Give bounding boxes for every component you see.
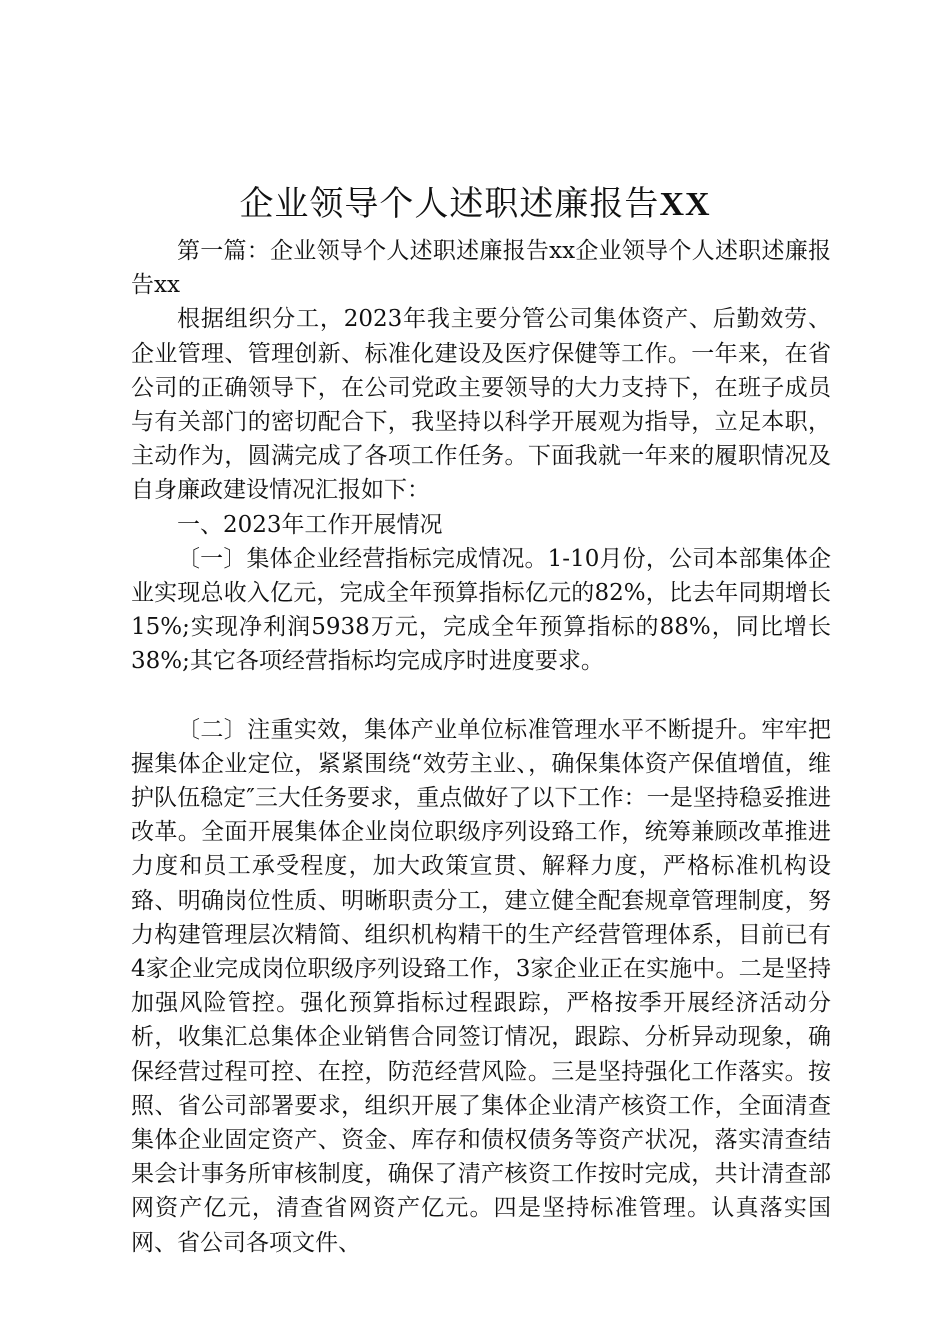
document-title-suffix: XX — [659, 186, 711, 223]
paragraph-overview: 根据组织分工，2023年我主要分管公司集体资产、后勤效劳、企业管理、管理创新、标准化建设及医疗保健等工作。一年来，在省公司的正确领导下，在公司党政主要领导的大力支持下，在班子成员与有关部门的密切配合下，我坚持以科学开展观为指导，立足本职，主动作为，圆满完成了各项工作任务。下面我就一年来的履职情况及自身廉政建设情况汇报如下： — [131, 306, 831, 504]
document-title-text: 企业领导个人述职述廉报告 — [239, 184, 660, 224]
document-body — [131, 234, 831, 1260]
paragraph-management: 〔二〕注重实效，集体产业单位标准管理水平不断提升。牢牢把握集体企业定位，紧紧围绕“效劳主业、，确保集体资产保值增值，维护队伍稳定″三大任务要求，重点做好了以下工作：一是坚持稳妥推进改革。全面开展集体企业岗位职级序列设臵工作，统筹兼顾改革推进力度和员工承受程度，加大政策宣贯、解释力度，严格标准机构设臵、明确岗位性质、明晰职责分工，建立健全配套规章管理制度，努力构建管理层次精简、组织机构精干的生产经营管理体系，目前已有4家企业完成岗位职级序列设臵工作，3家企业正在实施中。二是坚持加强风险管控。强化预算指标过程跟踪，严格按季开展经济活动分析，收集汇总集体企业销售合同签订情况，跟踪、分析异动现象，确保经营过程可控、在控，防范经营风险。三是坚持强化工作落实。按照、省公司部署要求，组织开展了集体企业清产核资工作，全面清查集体企业固定资产、资金、库存和债权债务等资产状况，落实清查结果会计事务所审核制度，确保了清产核资工作按时完成，共计清查部网资产亿元，清查省网资产亿元。四是坚持标准管理。认真落实国网、省公司各项文件、 — [131, 716, 831, 1256]
section-heading: 一、2023年工作开展情况 — [177, 511, 443, 538]
paragraph-indicators: 〔一〕集体企业经营指标完成情况。1-10月份，公司本部集体企业实现总收入亿元，完成全年预算指标亿元的82%，比去年同期增长15%;实现净利润5938万元，完成全年预算指标的88%，同比增长38%;其它各项经营指标均完成序时进度要求。 — [131, 545, 831, 675]
document-title — [0, 182, 950, 227]
paragraph-heading-intro: 第一篇：企业领导个人述职述廉报告xx企业领导个人述职述廉报告xx — [131, 238, 831, 299]
paragraph-spacer — [131, 679, 831, 713]
